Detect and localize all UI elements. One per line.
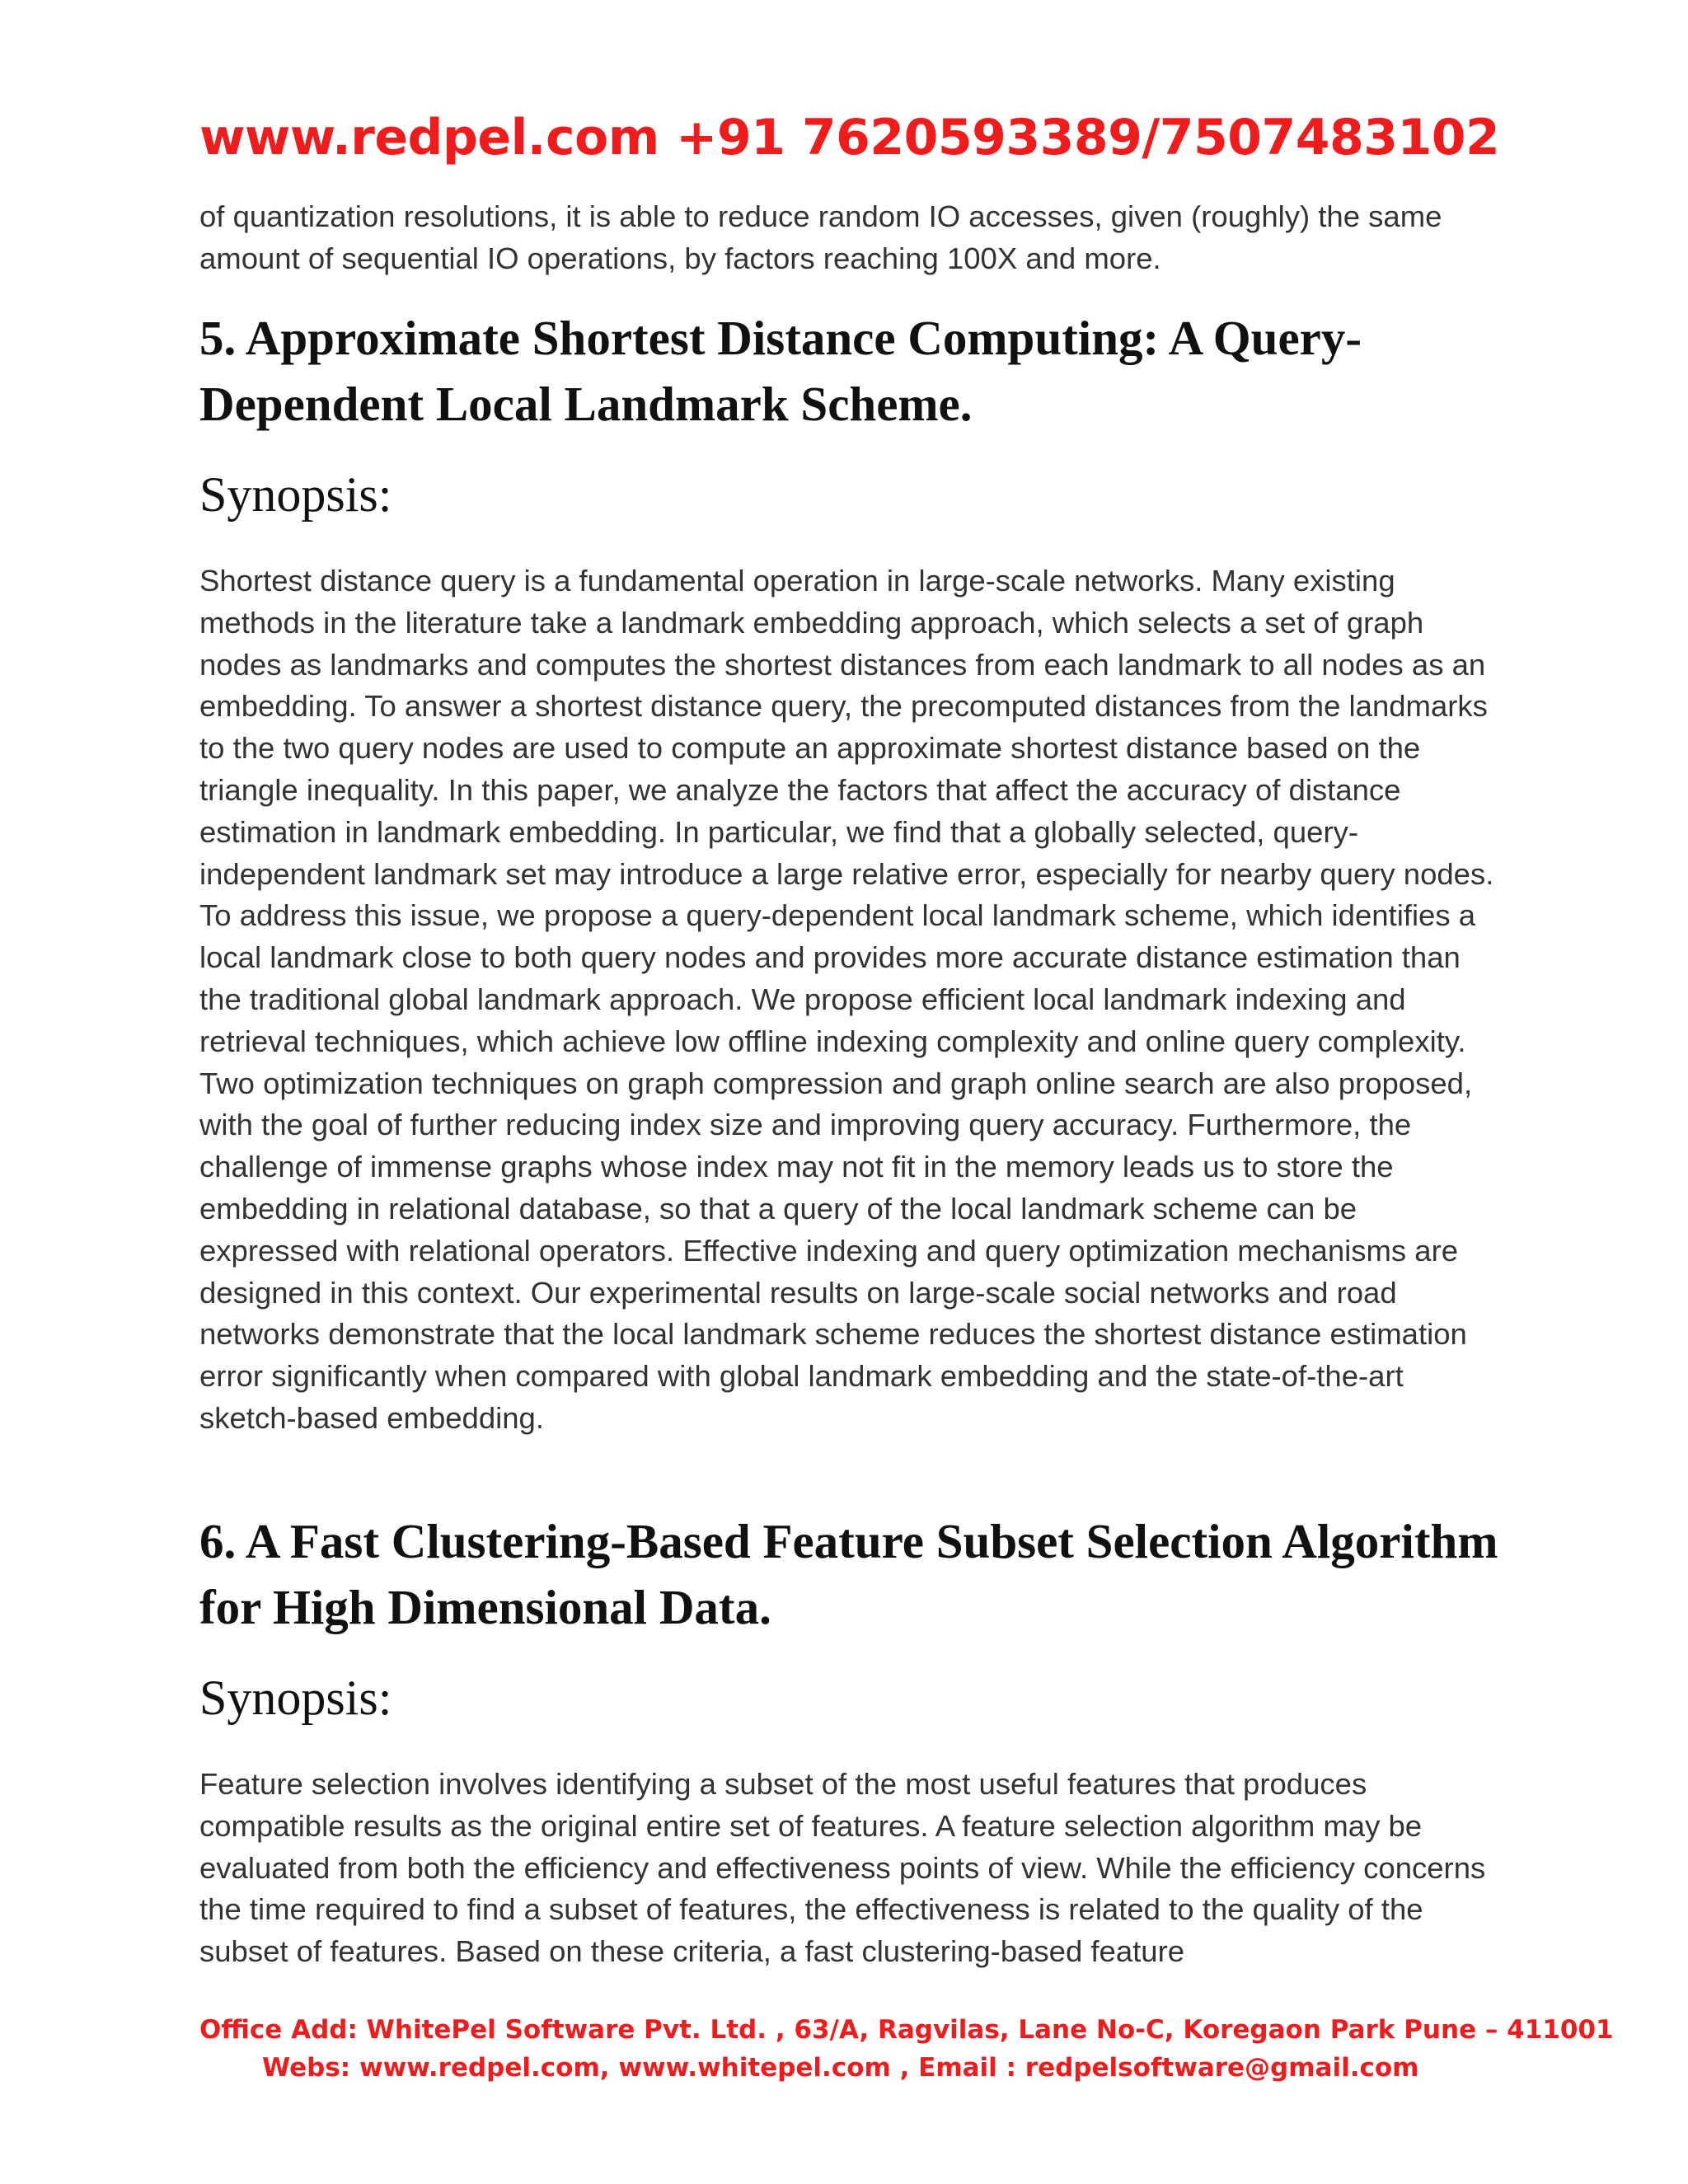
section-5-synopsis-text: Shortest distance query is a fundamental operation in large-scale networks. Many existing methods in the literature take a landmark embedding approach, which selects a set of graph nodes as landmarks and computes the shortest distances from each landmark to all nodes as an embedding. To answer a shortest distance query, the precomputed distances from the landmarks to the two query nodes are used to compute an approximate shortest distance based on the triangle inequality. In this paper, we analyze the factors that affect the accuracy of distance estimation in landmark embedding. In particular, we find that a globally selected, query-independent landmark set may introduce a large relative error, especially for nearby query nodes. To address this issue, we propose a query-dependent local landmark scheme, which identifies a local landmark close to both query nodes and provides more accurate distance estimation than the traditional global landmark approach. We propose efficient local landmark indexing and retrieval techniques, which achieve low offline indexing complexity and online query complexity. Two optimization techniques on graph compression and graph online search are also proposed, with the goal of further reducing index size and improving query accuracy. Furthermore, the challenge of immense graphs whose index may not fit in the memory leads us to store the embedding in relational database, so that a query of the local landmark scheme can be expressed with relational operators. Effective indexing and query optimization mechanisms are designed in this context. Our experimental results on large-scale social networks and road networks demonstrate that the local landmark scheme reduces the shortest distance estimation error significantly when compared with global landmark embedding and the state-of-the-art sketch-based embedding.	[199, 564, 1494, 1435]
header-contact: www.redpel.com +91 7620593389/7507483102	[199, 109, 1500, 166]
section-6-synopsis-text: Feature selection involves identifying a subset of the most useful features that produces compatible results as the original entire set of features. A feature selection algorithm may be evaluated from both the efficiency and effectiveness points of view. While the efficiency concerns the time required to find a subset of features, the effectiveness is related to the quality of the subset of features. Based on these criteria, a fast clustering-based feature	[199, 1767, 1486, 1969]
section-6-synopsis-label: Synopsis:	[199, 1671, 392, 1725]
footer-websites: Webs: www.redpel.com, www.whitepel.com , Email : redpelsoftware@gmail.com	[262, 2053, 1419, 2083]
section-5-synopsis-label: Synopsis:	[199, 467, 392, 522]
section-6-title: 6. A Fast Clustering-Based Feature Subset Selection Algorithm for High Dimensional Data.	[199, 1514, 1498, 1634]
section-5-title: 5. Approximate Shortest Distance Computing: A Query-Dependent Local Landmark Scheme.	[199, 311, 1362, 431]
intro-paragraph: of quantization resolutions, it is able to reduce random IO accesses, given (roughly) the same amount of sequential IO operations, by factors reaching 100X and more.	[199, 199, 1442, 275]
footer-address: Office Add: WhitePel Software Pvt. Ltd. , 63/A, Ragvilas, Lane No-C, Koregaon Park Pune – 411001	[199, 2015, 1614, 2045]
